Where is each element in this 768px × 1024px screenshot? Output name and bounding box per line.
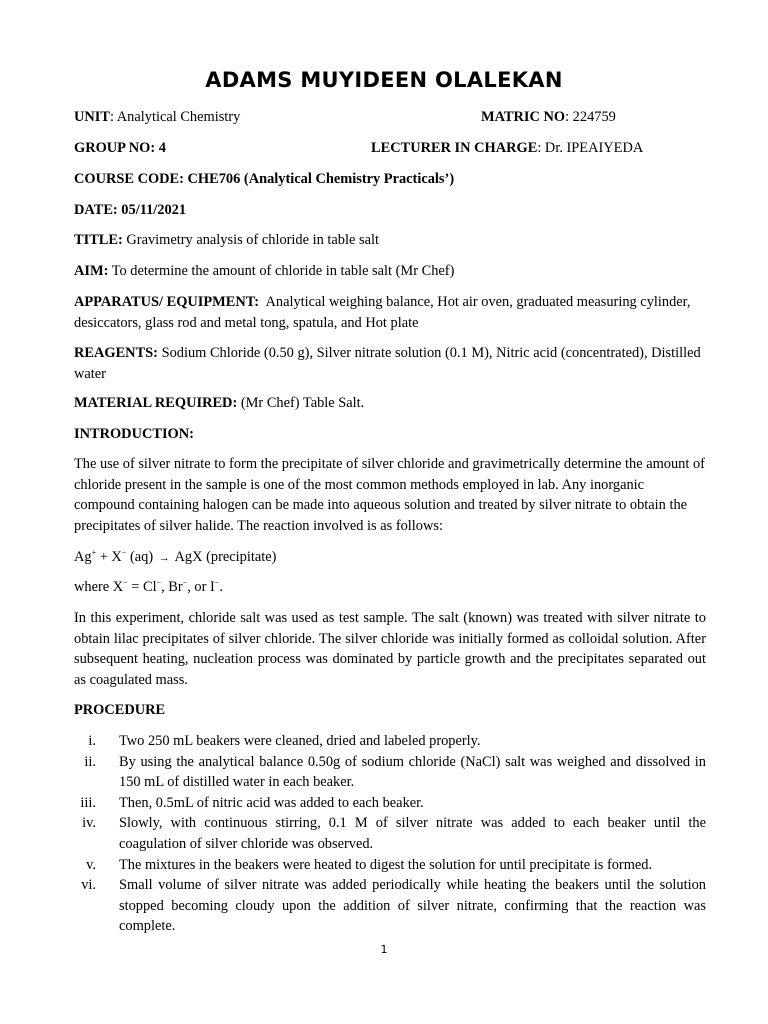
matric-line: [481, 107, 616, 127]
material-value: (Mr Chef) Table Salt.: [237, 395, 365, 411]
procedure-heading: PROCEDURE: [74, 702, 166, 718]
reagents-paragraph: [74, 343, 706, 384]
list-item-number: v.: [86, 856, 96, 873]
halide-definition: [74, 577, 223, 597]
list-item-number: ii.: [84, 753, 96, 770]
experiment-paragraph: In this experiment, chloride salt was used as test sample. The salt (known) was treated with silver nitrate to obtain lilac precipitates of silver chloride. The silver chloride was initially formed as colloidal solution. After subsequent heating, nucleation process was dominated by particle growth and the precipitates separated out as coagulated mass.: [74, 610, 706, 688]
author-name: ADAMS MUYIDEEN OLALEKAN: [205, 68, 563, 92]
aim-line: [74, 261, 454, 281]
eq-minus-charge: −: [121, 548, 127, 557]
halide-cl: = Cl: [127, 579, 157, 595]
unit-label: UNIT: [74, 109, 110, 125]
halide-where: where X: [74, 579, 124, 595]
list-item-number: vi.: [81, 877, 96, 894]
eq-ag: Ag: [74, 549, 92, 565]
unit-value: : Analytical Chemistry: [109, 109, 241, 125]
material-label: MATERIAL REQUIRED:: [74, 395, 238, 411]
apparatus-value: Analytical weighing balance, Hot air oven, graduated measuring cylinder, desiccators, glass rod and metal tong, spatula, and Hot plate: [74, 294, 695, 331]
list-item: [74, 855, 706, 876]
aim-label: AIM:: [74, 263, 109, 279]
course-code: COURSE CODE: CHE706 (Analytical Chemistry Practicals’): [74, 171, 455, 187]
title-label: TITLE:: [74, 232, 123, 248]
reagents-value: Sodium Chloride (0.50 g), Silver nitrate solution (0.1 M), Nitric acid (concentrated), Distilled water: [74, 345, 701, 382]
list-item-text: Slowly, with continuous stirring, 0.1 M of silver nitrate was added to each beaker until the coagulation of silver chloride was observed.: [119, 815, 706, 852]
title-line: [74, 230, 379, 250]
unit-line: [74, 107, 240, 127]
list-item-number: i.: [88, 733, 96, 749]
list-item: [74, 752, 706, 793]
introduction-paragraph: The use of silver nitrate to form the precipitate of silver chloride and gravimetrically determine the amount of chloride present in the sample is one of the most common methods employed in lab. Any inorganic compound containing halogen can be made into aqueous solution and treated by silver nitrate to obtain the precipitates of silver halide. The reaction involved is as follows:: [74, 456, 705, 534]
matric-label: MATRIC NO: [481, 109, 566, 125]
introduction-heading: INTRODUCTION:: [74, 426, 194, 442]
halide-period: .: [219, 579, 223, 595]
matric-value: : 224759: [565, 109, 616, 125]
list-item-text: Small volume of silver nitrate was added periodically while heating the beakers until the solution stopped becoming cloudy upon the addition of silver nitrate, confirming that the reaction was complete.: [119, 877, 706, 935]
list-item-text: By using the analytical balance 0.50g of sodium chloride (NaCl) salt was weighed and dissolved in 150 mL of distilled water in each beaker.: [119, 753, 706, 791]
title-value: Gravimetry analysis of chloride in table salt: [122, 232, 379, 248]
halide-charge-cl: −: [156, 578, 162, 587]
aim-value: To determine the amount of chloride in table salt (Mr Chef): [108, 263, 455, 279]
halide-charge-i: −: [214, 578, 220, 587]
group-label: GROUP NO: [74, 140, 151, 156]
eq-plus-charge: +: [91, 548, 97, 557]
halide-i: , or I: [187, 579, 215, 595]
list-item: [74, 813, 706, 854]
list-item-number: iv.: [82, 815, 96, 832]
eq-x: + X: [96, 549, 122, 565]
list-item: [74, 793, 706, 814]
page-number: 1: [380, 943, 388, 956]
material-line: [74, 393, 364, 413]
halide-br: , Br: [161, 579, 183, 595]
halide-charge-x: −: [123, 578, 128, 587]
reaction-arrow: →: [158, 552, 170, 564]
list-item: [74, 731, 706, 752]
lecturer-line: [371, 138, 643, 158]
list-item-number: iii.: [80, 794, 96, 811]
eq-product: AgX (precipitate): [171, 549, 277, 565]
list-item: [74, 875, 706, 937]
lecturer-label: LECTURER IN CHARGE: [371, 140, 538, 156]
lecturer-value: : Dr. IPEAIYEDA: [537, 140, 644, 156]
apparatus-paragraph: [74, 292, 706, 333]
group-value: : 4: [150, 140, 166, 156]
procedure-list: [74, 731, 706, 937]
eq-aq: (aq): [126, 549, 157, 565]
date: DATE: 05/11/2021: [74, 202, 187, 218]
group-line: [74, 138, 166, 158]
halide-charge-br: −: [182, 578, 188, 587]
list-item-text: The mixtures in the beakers were heated to digest the solution for until precipitate is formed.: [119, 856, 653, 873]
list-item-text: Then, 0.5mL of nitric acid was added to each beaker.: [119, 794, 424, 811]
reagents-label: REAGENTS:: [74, 345, 158, 361]
apparatus-label: APPARATUS/ EQUIPMENT:: [74, 294, 260, 310]
list-item-text: Two 250 mL beakers were cleaned, dried and labeled properly.: [119, 733, 481, 749]
reaction-equation: [74, 547, 276, 568]
